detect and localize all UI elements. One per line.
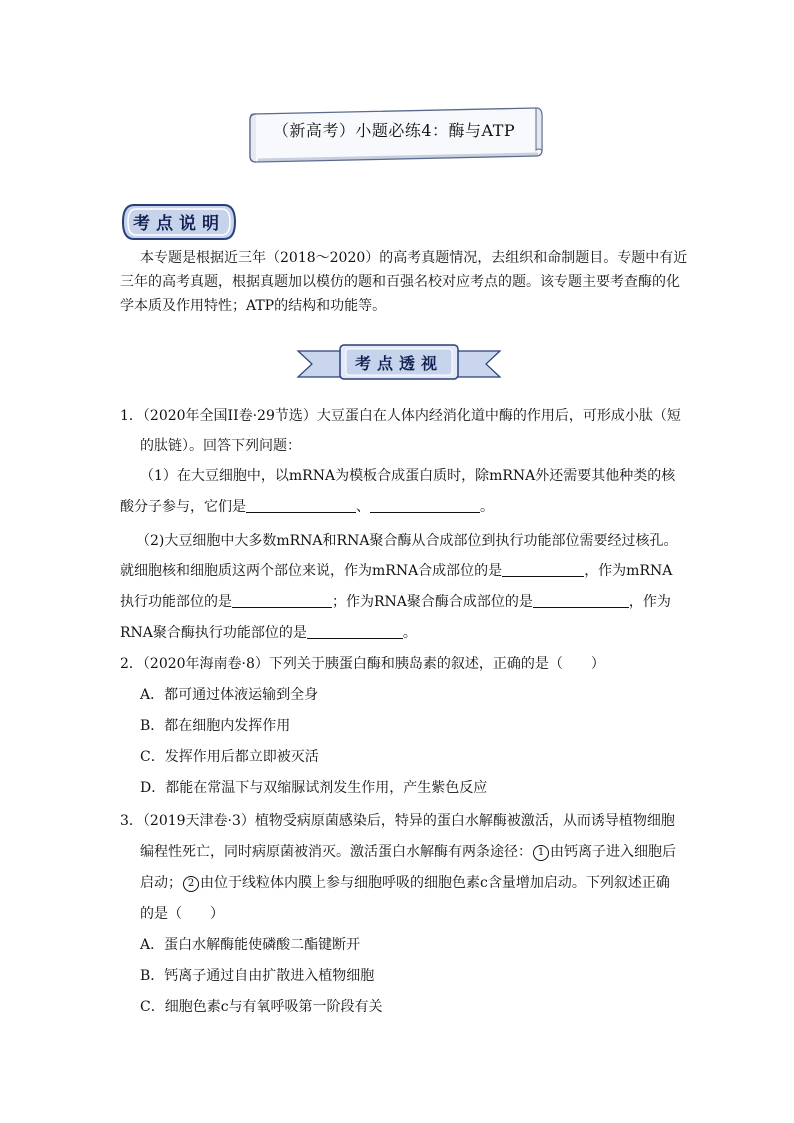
- q1-part2-line-3: [120, 592, 671, 612]
- q1-part2-text: 执行功能部位的是: [120, 594, 232, 610]
- q1-part1-text: 酸分子参与，它们是: [120, 499, 246, 515]
- q1-sep: 、: [356, 499, 370, 515]
- q3-stem-line-4: 的是（ ）: [140, 906, 224, 922]
- q1-stem-line-2: 的肽链）。回答下列问题：: [140, 438, 301, 454]
- q2-option-b: B．都在细胞内发挥作用: [140, 718, 291, 734]
- answer-blank[interactable]: [502, 562, 584, 577]
- q3-option-b: B．钙离子通过自由扩散进入植物细胞: [140, 968, 375, 984]
- answer-blank[interactable]: [232, 593, 332, 608]
- q2-option-a: A．都可通过体液运输到全身: [140, 687, 319, 703]
- section-badge-label: 考点说明: [133, 214, 225, 234]
- answer-blank[interactable]: [533, 593, 629, 608]
- intro-line-2: 三年的高考真题，根据真题加以模仿的题和百强名校对应考点的题。该专题主要考查酶的化: [120, 274, 680, 290]
- page-title: （新高考）小题必练4：酶与ATP: [272, 121, 516, 140]
- section-badge-explanation: [120, 202, 238, 242]
- q1-part1-line-1: （1）在大豆细胞中，以mRNA为模板合成蛋白质时，除mRNA外还需要其他种类的核: [140, 468, 676, 484]
- q2-stem: 2．（2020年海南卷·8）下列关于胰蛋白酶和胰岛素的叙述，正确的是（ ）: [120, 656, 605, 672]
- q1-part2-line-4: [120, 623, 417, 643]
- q1-part2-text: 就细胞核和细胞质这两个部位来说，作为mRNA合成部位的是: [120, 563, 503, 579]
- q3-option-c: C．细胞色素c与有氧呼吸第一阶段有关: [140, 999, 383, 1015]
- q1-stem-line-1: 1．（2020年全国II卷·29节选）大豆蛋白在人体内经消化道中酶的作用后，可形成小肽（短: [120, 408, 681, 424]
- q2-option-d: D．都能在常温下与双缩脲试剂发生作用，产生紫色反应: [140, 780, 488, 796]
- q1-part2-text: RNA聚合酶执行功能部位的是: [120, 625, 307, 641]
- answer-blank[interactable]: [307, 624, 403, 639]
- q1-part2-text-end: ，作为mRNA: [584, 563, 673, 579]
- q3-stem-line-3: [140, 873, 670, 893]
- q3-text: 由钙离子进入细胞后: [550, 844, 676, 860]
- q1-part2-line-2: [120, 561, 672, 581]
- circled-number-1: 1: [533, 845, 549, 861]
- q1-part2-line-1: （2)大豆细胞中大多数mRNA和RNA聚合酶从合成部位到执行功能部位需要经过核孔。: [136, 533, 678, 549]
- q3-text: 启动；: [140, 875, 182, 891]
- q3-text: 由位于线粒体内膜上参与细胞呼吸的细胞色素c含量增加启动。下列叙述正确: [200, 875, 670, 891]
- q3-stem-line-1: 3．（2019天津卷·3）植物受病原菌感染后，特异的蛋白水解酶被激活，从而诱导植物细胞: [120, 813, 675, 829]
- title-banner: [246, 104, 546, 166]
- intro-line-1: 本专题是根据近三年（2018～2020）的高考真题情况，去组织和命制题目。专题中有近: [140, 250, 688, 266]
- section-badge-perspective: [296, 343, 502, 383]
- q1-part2-text-mid: ；作为RNA聚合酶合成部位的是: [332, 594, 533, 610]
- q1-part2-text-end: ，作为: [628, 594, 671, 610]
- q3-option-a: A．蛋白水解酶能使磷酸二酯键断开: [140, 937, 361, 953]
- circled-number-2: 2: [183, 876, 199, 892]
- section-badge-label-2: 考点透视: [354, 354, 443, 373]
- answer-blank[interactable]: [246, 498, 356, 513]
- q1-part2-text-end: 。: [402, 625, 417, 641]
- intro-line-3: 学本质及作用特性；ATP的结构和功能等。: [120, 298, 387, 314]
- answer-blank[interactable]: [370, 498, 480, 513]
- q2-option-c: C．发挥作用后都立即被灭活: [140, 749, 319, 765]
- q1-end: 。: [480, 499, 494, 515]
- q1-part1-line-2: [120, 497, 494, 517]
- q3-text: 编程性死亡，同时病原菌被消灭。激活蛋白水解酶有两条途径：: [140, 844, 532, 860]
- q3-stem-line-2: [140, 842, 676, 862]
